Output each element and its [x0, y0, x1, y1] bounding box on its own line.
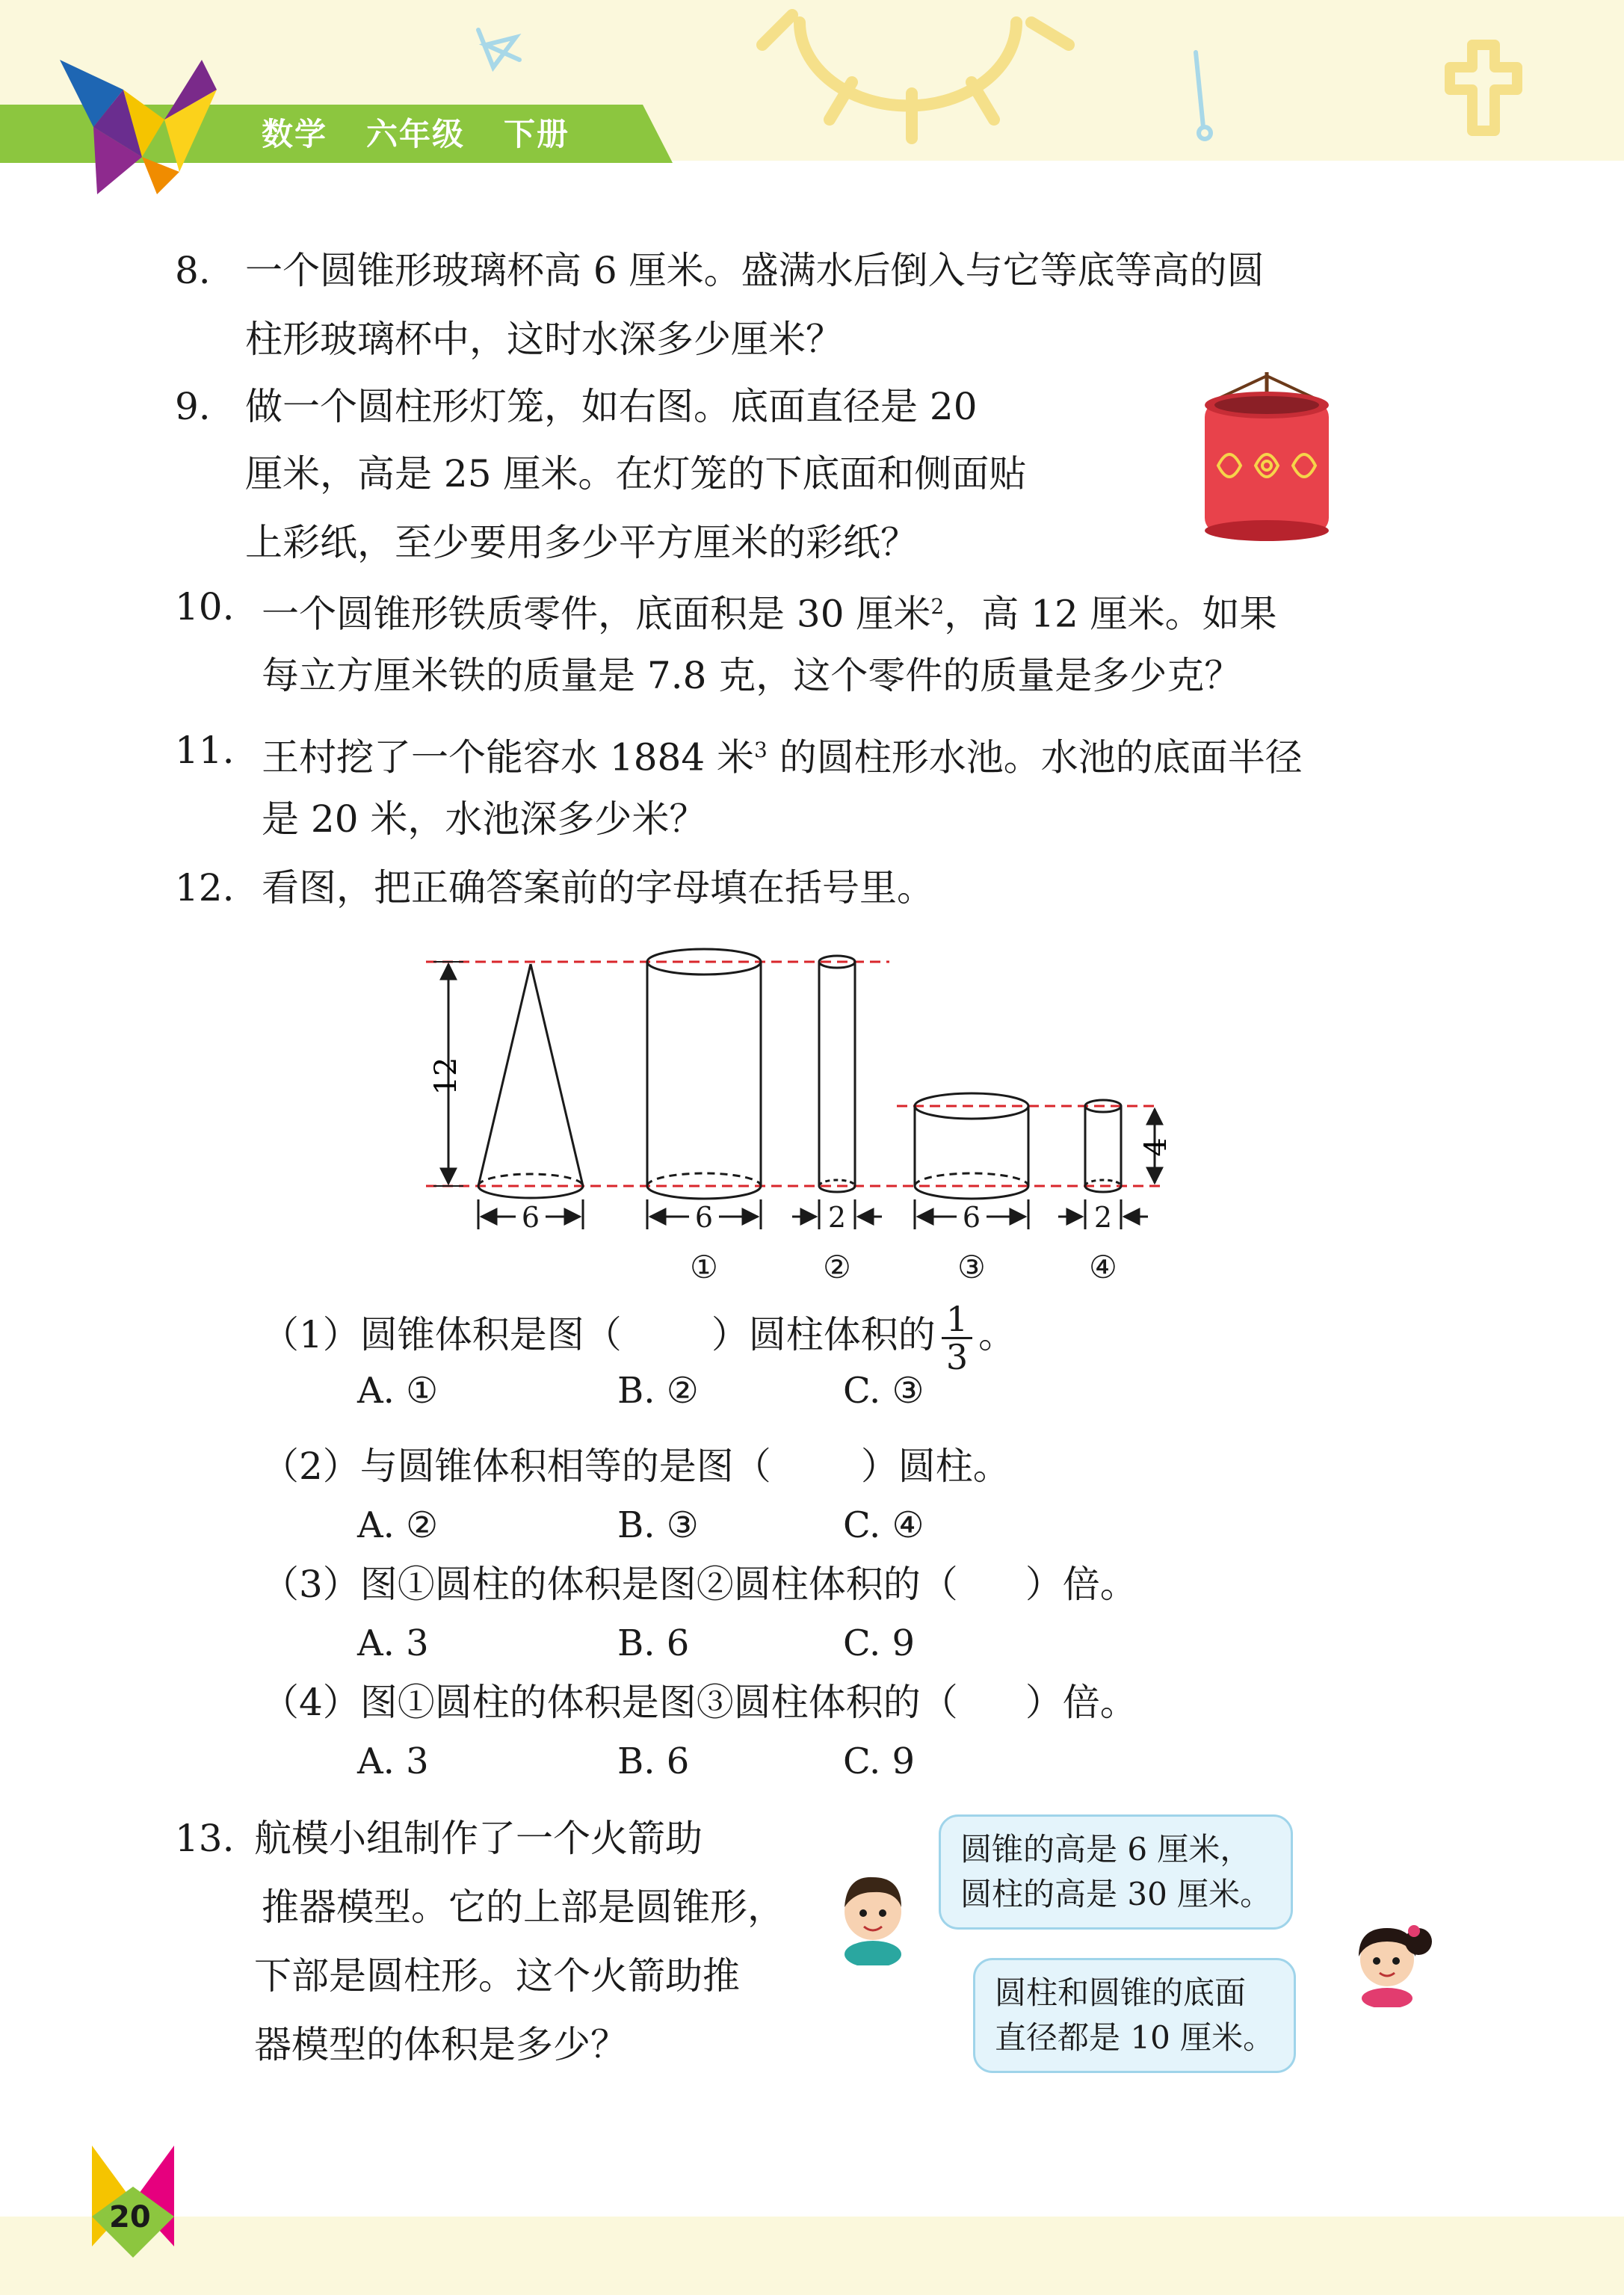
subquestion-1: [262, 1300, 1016, 1375]
subq1-label: （1）圆锥体积是图（: [262, 1313, 622, 1356]
subq1-tail: ）圆柱体积的: [711, 1313, 936, 1356]
width-label-cone: 6: [521, 1201, 540, 1234]
q10-text-a: 一个圆锥形铁质零件，底面积是 30 厘米: [262, 592, 931, 636]
shape-label-1: ①: [690, 1249, 718, 1285]
subq3-option-a[interactable]: A. 3: [357, 1622, 429, 1664]
footer-band: [0, 2217, 1624, 2295]
subq1-option-b[interactable]: B. ②: [617, 1370, 699, 1412]
subquestion-3: [262, 1550, 1137, 1619]
cylinder-1-shape: [647, 949, 761, 1199]
question-13-line-3: 下部是圆柱形。这个火箭助推: [254, 1954, 740, 1998]
solids-figure: [419, 942, 1181, 1293]
fraction-numerator: 1: [942, 1301, 972, 1339]
girl-bubble-line-1: 圆柱和圆锥的底面: [995, 1974, 1247, 2011]
header-volume: 下册: [504, 116, 570, 152]
question-9-number: 9.: [175, 385, 211, 428]
cylinder-4-shape: [1085, 1100, 1121, 1192]
question-13-line-1: 航模小组制作了一个火箭助: [254, 1817, 703, 1860]
question-10-line-2: 每立方厘米铁的质量是 7.8 克，这个零件的质量是多少克？: [262, 654, 1242, 697]
fraction-denominator: 3: [945, 1336, 969, 1377]
question-10-number: 10.: [175, 585, 235, 628]
question-12-line-1: 看图，把正确答案前的字母填在括号里。: [262, 866, 934, 909]
question-8-line-1: 一个圆锥形玻璃杯高 6 厘米。盛满水后倒入与它等底等高的圆: [245, 249, 1265, 292]
question-9-line-2: 厘米，高是 25 厘米。在灯笼的下底面和侧面贴: [245, 452, 1027, 495]
subq4-label: （4）图①圆柱的体积是图③圆柱体积的（: [262, 1681, 958, 1724]
fraction-one-third: [942, 1298, 972, 1377]
subq3-option-c[interactable]: C. 9: [843, 1622, 916, 1664]
header-subject: 数学: [262, 116, 328, 152]
cylinder-2-shape: [819, 956, 855, 1192]
question-8-line-2: 柱形玻璃杯中，这时水深多少厘米？: [245, 318, 843, 361]
page-number: 20: [109, 2200, 151, 2234]
subq3-option-b[interactable]: B. 6: [617, 1622, 690, 1664]
subq4-option-b[interactable]: B. 6: [617, 1740, 690, 1782]
question-11-number: 11.: [175, 729, 235, 772]
q10-text-b: ，高 12 厘米。如果: [944, 592, 1277, 636]
origami-logo-icon: [52, 45, 239, 202]
lantern-illustration: [1196, 372, 1338, 544]
width-label-cyl3: 6: [962, 1201, 981, 1234]
q11-superscript: 3: [754, 738, 768, 762]
girl-bubble-line-2: 直径都是 10 厘米。: [995, 2019, 1275, 2056]
header-grade: 六年级: [366, 116, 466, 152]
question-9-line-1: 做一个圆柱形灯笼，如右图。底面直径是 20: [245, 385, 978, 428]
header-title: [262, 109, 608, 160]
question-number: 8.: [175, 249, 211, 292]
cylinder-3-shape: [915, 1093, 1028, 1199]
boy-bubble-line-2: 圆柱的高是 30 厘米。: [960, 1876, 1272, 1912]
subquestion-4: [262, 1668, 1137, 1737]
boy-speech-bubble: [939, 1814, 1293, 1930]
subq2-option-c[interactable]: C. ④: [843, 1504, 924, 1546]
subq2-label: （2）与圆锥体积相等的是图（: [262, 1445, 771, 1488]
subq1-end: 。: [978, 1313, 1016, 1356]
subq4-tail: ）倍。: [1025, 1681, 1137, 1724]
subq2-tail: ）圆柱。: [860, 1445, 1010, 1488]
width-label-cyl1: 6: [694, 1201, 714, 1234]
boy-avatar: [836, 1868, 910, 1965]
height-label-12: 12: [429, 1057, 463, 1096]
question-11-line-2: 是 20 米，水池深多少米？: [262, 797, 707, 841]
subq2-option-a[interactable]: A. ②: [357, 1504, 439, 1546]
shape-label-3: ③: [957, 1249, 986, 1285]
question-8: [175, 236, 211, 305]
boy-bubble-line-1: 圆锥的高是 6 厘米，: [960, 1831, 1252, 1868]
height-label-4: 4: [1139, 1137, 1173, 1157]
subquestion-2: [262, 1432, 1010, 1501]
question-12-number: 12.: [175, 866, 235, 909]
question-13-number: 13.: [175, 1817, 235, 1860]
cone-shape: [478, 964, 583, 1198]
q11-text-a: 王村挖了一个能容水 1884 米: [262, 735, 755, 779]
girl-speech-bubble: [973, 1958, 1296, 2073]
shape-label-2: ②: [823, 1249, 851, 1285]
girl-avatar: [1342, 1910, 1439, 2007]
width-label-cyl2: 2: [827, 1201, 847, 1234]
subq1-option-a[interactable]: A. ①: [357, 1370, 439, 1412]
subq2-option-b[interactable]: B. ③: [617, 1504, 699, 1546]
subq1-option-c[interactable]: C. ③: [843, 1370, 924, 1412]
q11-text-b: 的圆柱形水池。水池的底面半径: [767, 735, 1303, 779]
subq3-label: （3）图①圆柱的体积是图②圆柱体积的（: [262, 1563, 958, 1606]
question-9-line-3: 上彩纸，至少要用多少平方厘米的彩纸？: [245, 521, 918, 564]
question-13-line-4: 器模型的体积是多少？: [254, 2023, 628, 2066]
subq4-option-a[interactable]: A. 3: [357, 1740, 429, 1782]
q10-superscript: 2: [930, 594, 945, 619]
question-11-line-1: [262, 716, 1303, 792]
subq3-tail: ）倍。: [1025, 1563, 1137, 1606]
question-10-line-1: [262, 572, 1277, 649]
width-label-cyl4: 2: [1093, 1201, 1113, 1234]
subq4-option-c[interactable]: C. 9: [843, 1740, 916, 1782]
shape-label-4: ④: [1089, 1249, 1117, 1285]
question-13-line-2: 推器模型。它的上部是圆锥形，: [262, 1885, 785, 1929]
